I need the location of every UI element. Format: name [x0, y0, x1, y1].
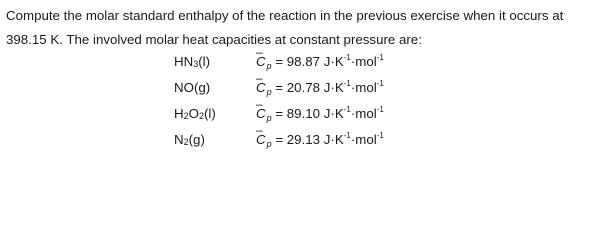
species-formula: $N_2(g)$ — [174, 131, 205, 147]
heat-capacity-value: – $C_p = 98.87$ $J\cdot K^{-1}\cdot mol^{-1}$ — [244, 48, 384, 74]
heat-capacity-value: – $C_p = 20.78$ $J\cdot K^{-1}\cdot mol^{-1}$ — [244, 74, 384, 100]
heat-capacity-value: – $C_p = 29.13$ $J\cdot K^{-1}\cdot mol^{-1}$ — [244, 126, 384, 152]
species-row — [174, 48, 384, 74]
species-formula: $H_2O_2(l)$ — [174, 105, 216, 121]
species-formula: NO(g) — [174, 79, 211, 95]
molar-heat-capacity-symbol: – C — [256, 80, 266, 95]
species-row — [174, 100, 384, 126]
species-row — [174, 74, 384, 100]
molar-heat-capacity-symbol: – C — [256, 54, 266, 69]
molar-heat-capacity-symbol: – C — [256, 132, 266, 147]
heat-capacity-value: – $C_p = 89.10$ $J\cdot K^{-1}\cdot mol^{-1}$ — [244, 100, 384, 126]
species-formula: $HN_3(l)$ — [174, 53, 211, 69]
heat-capacity-table — [174, 48, 384, 152]
exercise-prompt: Compute the molar standard enthalpy of the reaction in the previous exercise when it occurs at 398.15 K. The involved molar heat capacities at constant pressure are: — [6, 8, 564, 47]
species-row — [174, 126, 384, 152]
molar-heat-capacity-symbol: – C — [256, 106, 266, 121]
